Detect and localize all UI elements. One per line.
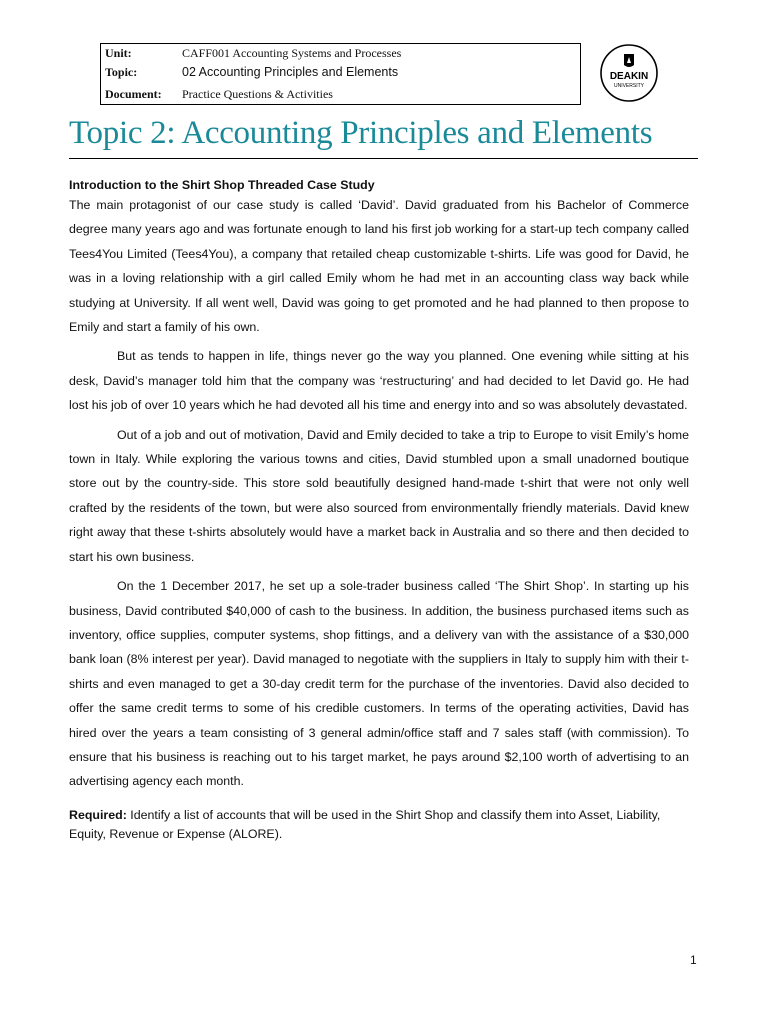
required-instruction: [69, 806, 689, 844]
deakin-university-logo: [600, 44, 658, 102]
page-number: 1: [690, 953, 697, 967]
header-value-unit: CAFF001 Accounting Systems and Processes: [182, 46, 402, 60]
header-label-unit: Unit:: [105, 46, 132, 60]
paragraph-1: The main protagonist of our case study is called ‘David’. David graduated from his Bachelor of Commerce degree many years ago and was fortunate enough to land his first job working for a start-up tech company called Tees4You Limited (Tees4You), a company that retailed cheap customizable t-shirts. Life was good for David, he was in a loving relationship with a girl called Emily whom he had met in an accounting class way back while studying at University. If all went well, David was going to get promoted and he had planned to then propose to Emily and start a family of his own.: [69, 198, 689, 335]
document-body: [69, 177, 689, 849]
section-heading: Introduction to the Shirt Shop Threaded Case Study: [69, 178, 375, 192]
header-value-document: Practice Questions & Activities: [182, 87, 333, 101]
paragraph-2: But as tends to happen in life, things never go the way you planned. One evening while sitting at his desk, David’s manager told him that the company was ‘restructuring’ and had decided to let David go. He had lost his job of over 10 years which he had devoted all his time and energy into and so was absolutely devastated.: [69, 349, 689, 413]
required-text: Identify a list of accounts that will be used in the Shirt Shop and classify them into Asset, Liability, Equity, Revenue or Expense (ALORE).: [69, 807, 661, 841]
paragraph-3: Out of a job and out of motivation, David and Emily decided to take a trip to Europe to visit Emily’s home town in Italy. While exploring the various towns and cities, David stumbled upon a small unadorned boutique store out by the country-side. This store sold beautifully designed hand-made t-shirt that were not only well crafted by the residents of the town, but were also sourced from environmentally friendly materials. David knew right away that these t-shirts absolutely would have a market back in Australia and so there and then decided to start his own business.: [69, 427, 689, 564]
header-value-topic: 02 Accounting Principles and Elements: [182, 65, 399, 79]
logo-name: DEAKIN: [609, 71, 649, 82]
header-row-topic: [101, 65, 580, 85]
title-divider: [69, 158, 698, 159]
header-label-topic: Topic:: [105, 65, 138, 79]
header-row-document: [101, 87, 580, 107]
page-title: Topic 2: Accounting Principles and Elements: [69, 115, 653, 151]
header-label-document: Document:: [105, 87, 162, 101]
header-row-unit: [101, 46, 580, 66]
paragraph-4: On the 1 December 2017, he set up a sole-trader business called ‘The Shirt Shop’. In starting up his business, David contributed $40,000 of cash to the business. In addition, the business purchased items such as inventory, office supplies, computer systems, shop fittings, and a delivery van with the assistance of a $30,000 bank loan (8% interest per year). David managed to negotiate with the suppliers in Italy to supply him with their t-shirts and even managed to get a 30-day credit term for the purchase of the inventories. David also decided to offer the same credit terms to some of his credible customers. In terms of the operating activities, David has hired over the years a team consisting of 3 general admin/office staff and 7 sales staff (with commission). To ensure that his business is reaching out to his target market, he pays around $2,100 worth of advertising to an advertising agency each month.: [69, 579, 689, 789]
document-header-table: [100, 43, 581, 105]
logo-subtitle: UNIVERSITY: [613, 83, 645, 89]
required-label: Required:: [69, 807, 127, 822]
